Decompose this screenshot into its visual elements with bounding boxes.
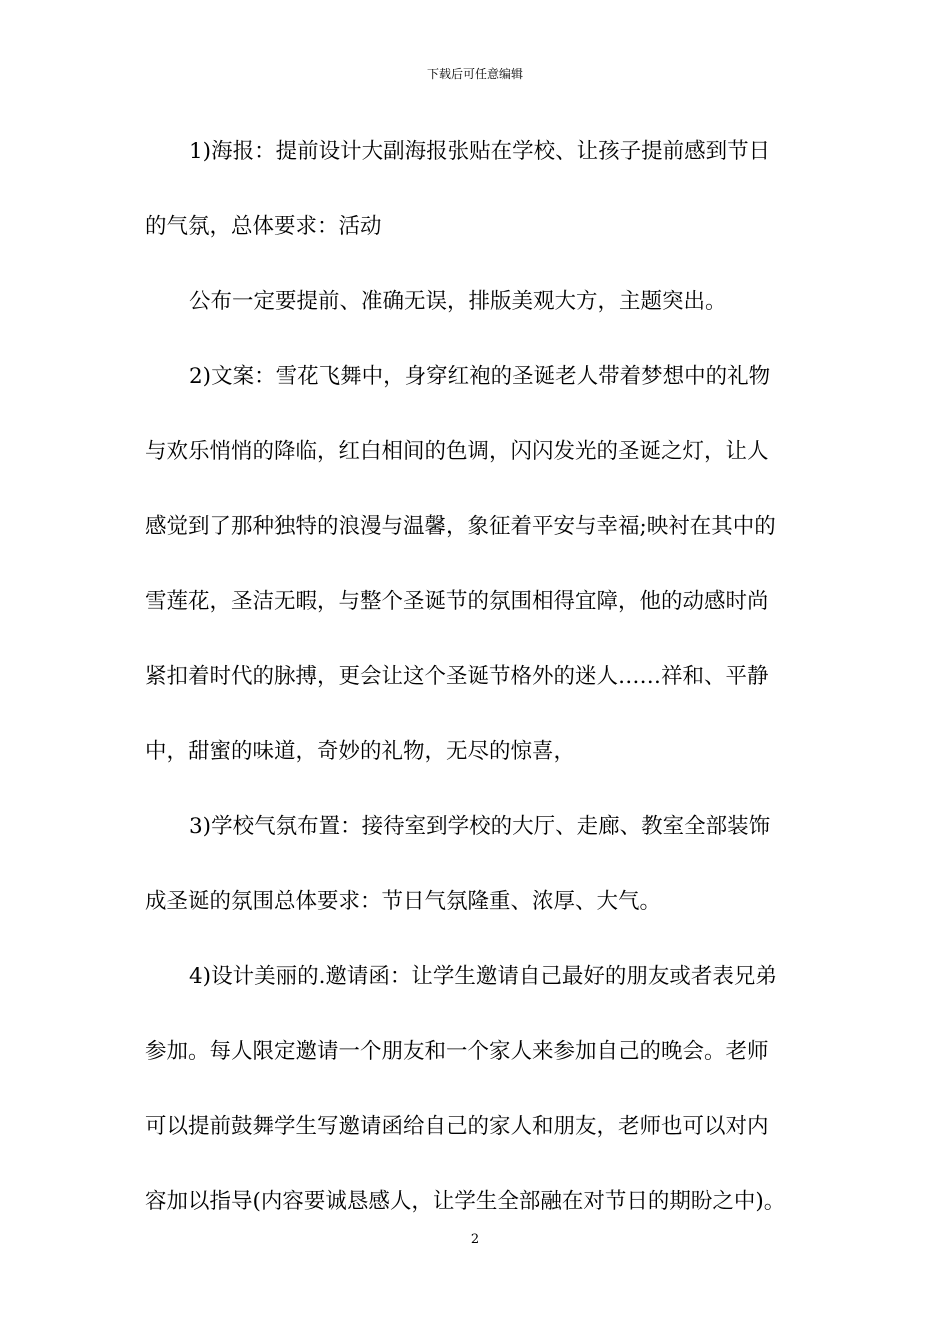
- page-number: 2: [470, 1232, 480, 1247]
- paragraph-line: 雪莲花，圣洁无暇，与整个圣诞节的氛围相得宜障，他的动感时尚: [145, 589, 769, 614]
- paragraph-line: 与欢乐悄悄的降临，红白相间的色调，闪闪发光的圣诞之灯，让人: [145, 439, 769, 464]
- paragraph-line: 3)学校气氛布置：接待室到学校的大厅、走廊、教室全部装饰: [189, 814, 771, 839]
- paragraph-line: 2)文案：雪花飞舞中，身穿红袍的圣诞老人带着梦想中的礼物: [189, 364, 771, 389]
- paragraph-line: 紧扣着时代的脉搏，更会让这个圣诞节格外的迷人……祥和、平静: [145, 664, 769, 689]
- paragraph-line: 1)海报：提前设计大副海报张贴在学校、让孩子提前感到节日: [189, 139, 771, 164]
- paragraph-line: 公布一定要提前、准确无误，排版美观大方，主题突出。: [189, 289, 727, 314]
- paragraph-line: 感觉到了那种独特的浪漫与温馨，象征着平安与幸福;映衬在其中的: [145, 514, 776, 539]
- paragraph-line: 的气氛，总体要求：活动: [145, 214, 382, 239]
- paragraph-line: 成圣诞的氛围总体要求：节日气氛隆重、浓厚、大气。: [145, 889, 662, 914]
- paragraph-line: 容加以指导(内容要诚恳感人，让学生全部融在对节日的期盼之中)。: [145, 1189, 786, 1214]
- paragraph-line: 4)设计美丽的.邀请函：让学生邀请自己最好的朋友或者表兄弟: [189, 964, 777, 989]
- paragraph-line: 可以提前鼓舞学生写邀请函给自己的家人和朋友，老师也可以对内: [145, 1114, 769, 1139]
- document-body: [145, 134, 810, 1259]
- page-header: 下载后可任意编辑: [426, 67, 523, 81]
- paragraph-line: 参加。每人限定邀请一个朋友和一个家人来参加自己的晚会。老师: [145, 1039, 769, 1064]
- paragraph-line: 中，甜蜜的味道，奇妙的礼物，无尽的惊喜，: [145, 739, 576, 764]
